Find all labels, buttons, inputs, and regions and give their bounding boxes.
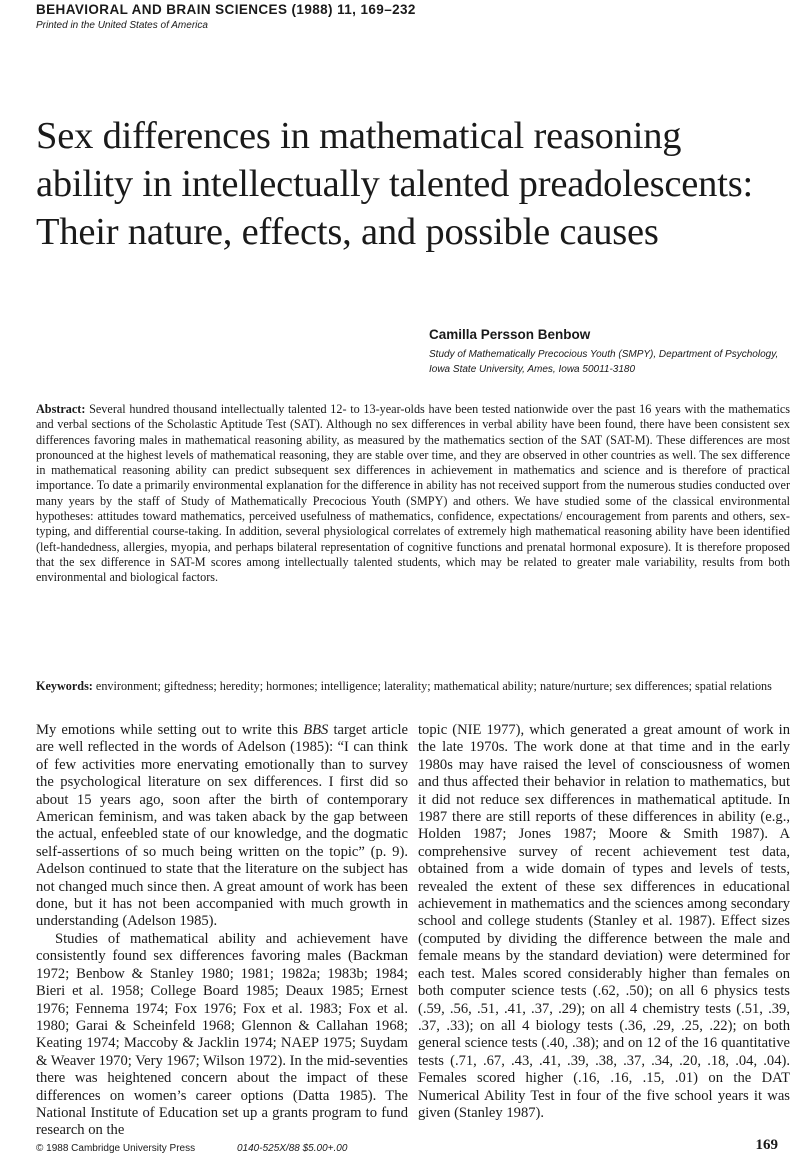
article-title: Sex differences in mathematical reasoning ability in intellectually talented preadolescents: Their nature, effects, and possible causes <box>36 115 753 253</box>
printed-notice: Printed in the United States of America <box>36 20 208 31</box>
page-number: 169 <box>755 1137 778 1153</box>
abstract <box>36 402 790 586</box>
body-text: My emotions while setting out to write this <box>36 722 304 738</box>
body-column-left <box>36 722 408 1140</box>
journal-header: BEHAVIORAL AND BRAIN SCIENCES (1988) 11, 169–232 <box>36 2 416 17</box>
body-paragraph-2: Studies of mathematical ability and achievement have consistently found sex differences favoring males (Backman 1972; Benbow & Stanley 1980; 1981; 1982a; 1983b; 1984; Bieri et al. 1958; College Board 1985; Deaux 1985; Ernest 1976; Fennema 1974; Fox 1976; Fox et al. 1983; Fox et al. 1980; Garai & Scheinfeld 1968; Glennon & Callahan 1968; Keating 1974; Maccoby & Jacklin 1974; NAEP 1975; Suydam & Weaver 1970; Very 1967; Wilson 1972). In the mid-seventies there was heightened concern about the impact of these differences on women’s career options (Datta 1985). The National Institute of Education set up a grants program to fund research on the <box>36 930 408 1139</box>
abstract-label: Abstract: <box>36 402 86 416</box>
keywords-text: environment; giftedness; heredity; hormones; intelligence; laterality; mathematical ability; nature/nurture; sex differences; spatial relations <box>92 679 772 693</box>
keywords <box>36 679 790 694</box>
author-name: Camilla Persson Benbow <box>429 327 591 342</box>
abstract-text: Several hundred thousand intellectually talented 12- to 13-year-olds have been tested nationwide over the past 16 years with the mathematics and verbal sections of the Scholastic Aptitude Test (SAT). Although no sex differences in verbal ability have been found, there have been consistent sex differences favoring males in mathematical reasoning ability, as measured by the mathematics section of the SAT (SAT-M). These differences are most pronounced at the highest levels of mathematical reasoning, they are stable over time, and they are observed in other countries as well. The sex difference in mathematical reasoning ability can predict subsequent sex differences in achievement in mathematics and science and is therefore of practical importance. To date a primarily environmental explanation for the difference in ability has not received support from the numerous studies conducted over many years by the staff of Study of Mathematically Precocious Youth (SMPY) and others. We have studied some of the classical environmental hypotheses: attitudes toward mathematics, perceived usefulness of mathematics, confidence, expectations/ encouragement from parents and others, sex-typing, and differential course-taking. In addition, several physiological correlates of extremely high mathematical reasoning ability have been identified (left-handedness, allergies, myopia, and perhaps bilateral representation of cognitive functions and prenatal hormonal exposure). It is therefore proposed that the sex difference in SAT-M scores among intellectually talented students, which may be related to greater male variability, results from both environmental and biological factors. <box>36 402 790 585</box>
body-paragraph-3: topic (NIE 1977), which generated a great amount of work in the late 1970s. The work done at that time and in the early 1980s may have raised the level of consciousness of women and thus affected their behavior in relation to mathematics, but it did not reduce sex differences in mathematical aptitude. In 1987 there are still reports of these differences in ability (e.g., Holden 1987; Jones 1987; Moore & Smith 1987). A comprehensive survey of recent achievement test data, obtained from a wide domain of types and levels of tests, revealed the extent of these sex differences in educational achievement in mathematics and the sciences among secondary school and college students (Stanley et al. 1987). Effect sizes (computed by dividing the difference between the male and female means by the standard deviation) were determined for each test. Males scored considerably higher than females on both computer science tests (.62, .50); on all 6 physics tests (.59, .56, .51, .41, .37, .29); on all 4 chemistry tests (.51, .39, .37, .33); on all 4 biology tests (.36, .29, .25, .22); on both general science tests (.40, .38); and on 12 of the 16 quantitative tests (.71, .67, .43, .41, .39, .38, .37, .34, .20, .18, .04, .04). Females scored higher (.16, .16, .15, .01) on the DAT Numerical Ability Test in four of the five school years it was given (Stanley 1987). <box>418 722 790 1121</box>
keywords-label: Keywords: <box>36 679 93 693</box>
copyright: © 1988 Cambridge University Press <box>36 1143 196 1154</box>
body-paragraph-1 <box>36 722 408 931</box>
author-affiliation: Study of Mathematically Precocious Youth (SMPY), Department of Psychology, Iowa State University, Ames, Iowa 50011-3180 <box>429 349 779 375</box>
body-column-right <box>418 722 790 1122</box>
issn-price: 0140-525X/88 $5.00+.00 <box>237 1143 348 1154</box>
journal-abbrev: BBS <box>303 722 329 738</box>
body-text: target article are well reflected in the words of Adelson (1985): “I can think of few activities more enervating emotionally than to survey the psychological literature on sex differences. I first did so about 15 years ago, soon after the birth of contemporary American feminism, and was taken aback by the gap between the actual, enfeebled state of our knowledge, and the dogmatic self-assertions of so much being written on the topic” (p. 9). Adelson continued to state that the literature on the subject has not changed much since then. A great amount of work has been done, but it has not been accompanied with much growth in understanding (Adelson 1985). <box>36 722 408 930</box>
